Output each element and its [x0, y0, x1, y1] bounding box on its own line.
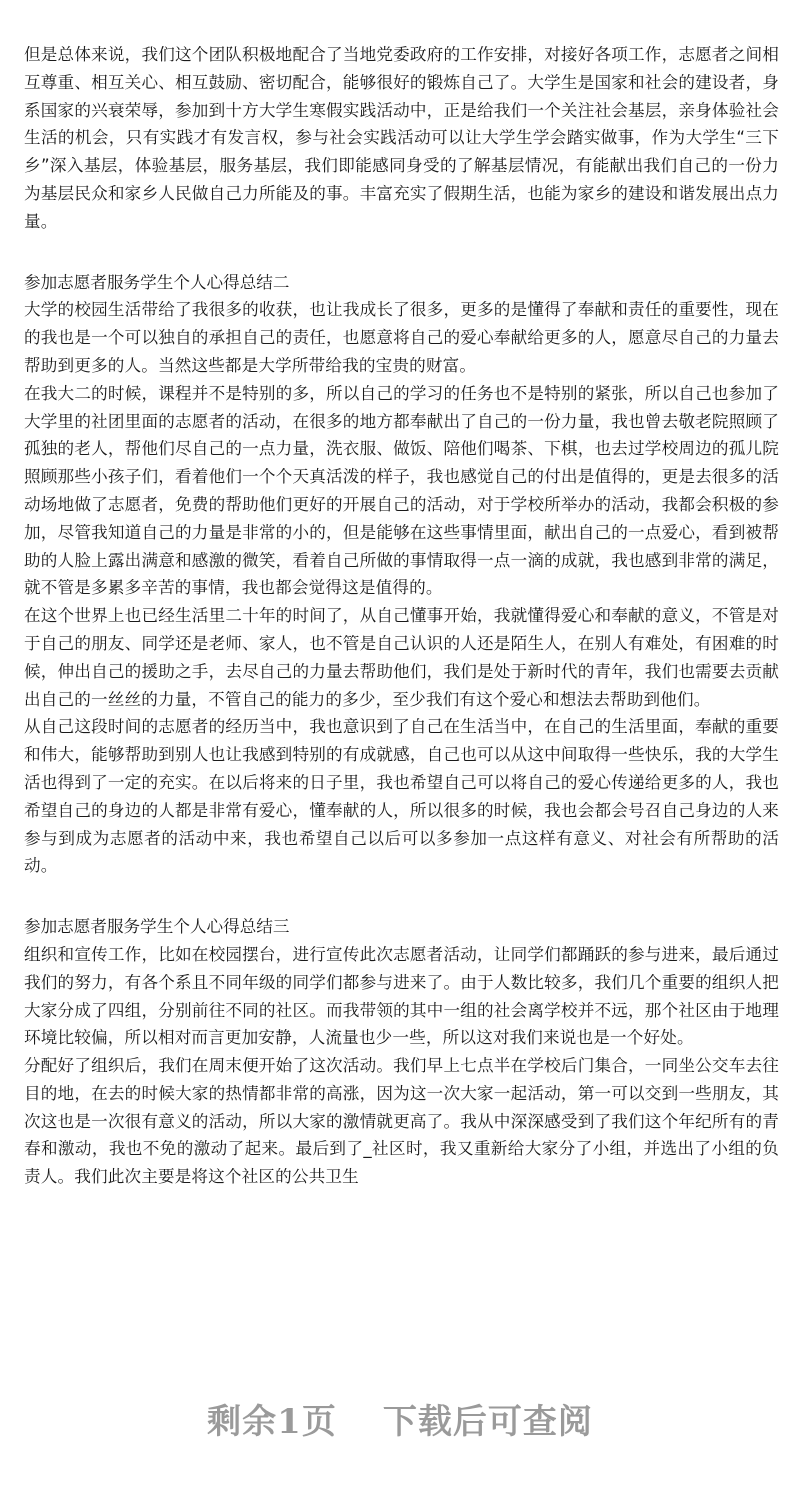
paragraph-summary: 但是总体来说，我们这个团队积极地配合了当地党委政府的工作安排，对接好各项工作，志愿者之间相互尊重、相互关心、相互鼓励、密切配合，能够很好的锻炼自己了。大学生是国家和社会的建设者，身系国家的兴衰荣辱，参加到十方大学生寒假实践活动中，正是给我们一个关注社会基层，亲身体验社会生活的机会，只有实践才有发言权，参与社会实践活动可以让大学生学会踏实做事，作为大学生“三下乡”深入基层，体验基层，服务基层，我们即能感同身受的了解基层情况，有能献出我们自己的一份力为基层民众和家乡人民做自己力所能及的事。丰富充实了假期生活，也能为家乡的建设和谐发展出点力量。: [24, 45, 779, 231]
paragraph: 在这个世界上也已经生活里二十年的时间了，从自己懂事开始，我就懂得爱心和奉献的意义，不管是对于自己的朋友、同学还是老师、家人，也不管是自己认识的人还是陌生人，在别人有难处，有困难的时候，伸出自己的援助之手，去尽自己的力量去帮助他们，我们是处于新时代的青年，我们也需要去贡献出自己的一丝丝的力量，不管自己的能力的多少，至少我们有这个爱心和想法去帮助到他们。: [24, 606, 779, 709]
paragraph: 从自己这段时间的志愿者的经历当中，我也意识到了自己在生活当中，在自己的生活里面，奉献的重要和伟大，能够帮助到别人也让我感到特别的有成就感，自己也可以从这中间取得一些快乐，我的大学生活也得到了一定的充实。在以后将来的日子里，我也希望自己可以将自己的爱心传递给更多的人，我也希望自己的身边的人都是非常有爱心，懂奉献的人，所以很多的时候，我也会都会号召自己身边的人来参与到成为志愿者的活动中来，我也希望自己以后可以多参加一点这样有意义、对社会有所帮助的活动。: [24, 717, 779, 876]
paragraph: 组织和宣传工作，比如在校园摆台，进行宣传此次志愿者活动，让同学们都踊跃的参与进来，最后通过我们的努力，有各个系且不同年级的同学们都参与进来了。由于人数比较多，我们几个重要的组织人把大家分成了四组，分别前往不同的社区。而我带领的其中一组的社会离学校并不远，那个社区由于地理环境比较偏，所以相对而言更加安静，人流量也少一些，所以这对我们来说也是一个好处。: [24, 944, 779, 1048]
download-prompt-label: 下载后可查阅: [382, 1402, 593, 1442]
section-heading-3: 参加志愿者服务学生个人心得总结三: [24, 917, 290, 937]
remaining-pages-label: 剩余1页: [207, 1402, 337, 1442]
section-gap: [24, 880, 779, 913]
document-body: [24, 0, 779, 1191]
section-gap: [24, 236, 779, 269]
paragraph: 分配好了组织后，我们在周末便开始了这次活动。我们早上七点半在学校后门集合，一同坐公交车去往目的地，在去的时候大家的热情都非常的高涨，因为这一次大家一起活动，第一可以交到一些朋友，其次这也是一次很有意义的活动，所以大家的激情就更高了。我从中深深感受到了我们这个年纪所有的青春和激动，我也不免的激动了起来。最后到了_社区时，我又重新给大家分了小组，并选出了小组的负责人。我们此次主要是将这个社区的公共卫生: [24, 1056, 779, 1187]
paragraph: 大学的校园生活带给了我很多的收获，也让我成长了很多，更多的是懂得了奉献和责任的重要性，现在的我也是一个可以独自的承担自己的责任，也愿意将自己的爱心奉献给更多的人，愿意尽自己的力量去帮助到更多的人。当然这些都是大学所带给我的宝贵的财富。: [24, 300, 779, 375]
section-heading-2: 参加志愿者服务学生个人心得总结二: [24, 272, 290, 292]
paragraph: 在我大二的时候，课程并不是特别的多，所以自己的学习的任务也不是特别的紧张，所以自己也参加了大学里的社团里面的志愿者的活动，在很多的地方都奉献出了自己的一份力量，我也曾去敬老院照顾了孤独的老人，帮他们尽自己的一点力量，洗衣服、做饭、陪他们喝茶、下棋，也去过学校周边的孤儿院照顾那些小孩子们，看着他们一个个天真活泼的样子，我也感觉自己的付出是值得的，更是去很多的活动场地做了志愿者，免费的帮助他们更好的开展自己的活动，对于学校所举办的活动，我都会积极的参加，尽管我知道自己的力量是非常的小的，但是能够在这些事情里面，献出自己的一点爱心，看到被帮助的人脸上露出满意和感激的微笑，看着自己所做的事情取得一点一滴的成就，我也感到非常的满足，就不管是多累多辛苦的事情，我也都会觉得这是值得的。: [24, 383, 779, 598]
remaining-pages-banner[interactable]: [0, 1392, 800, 1452]
